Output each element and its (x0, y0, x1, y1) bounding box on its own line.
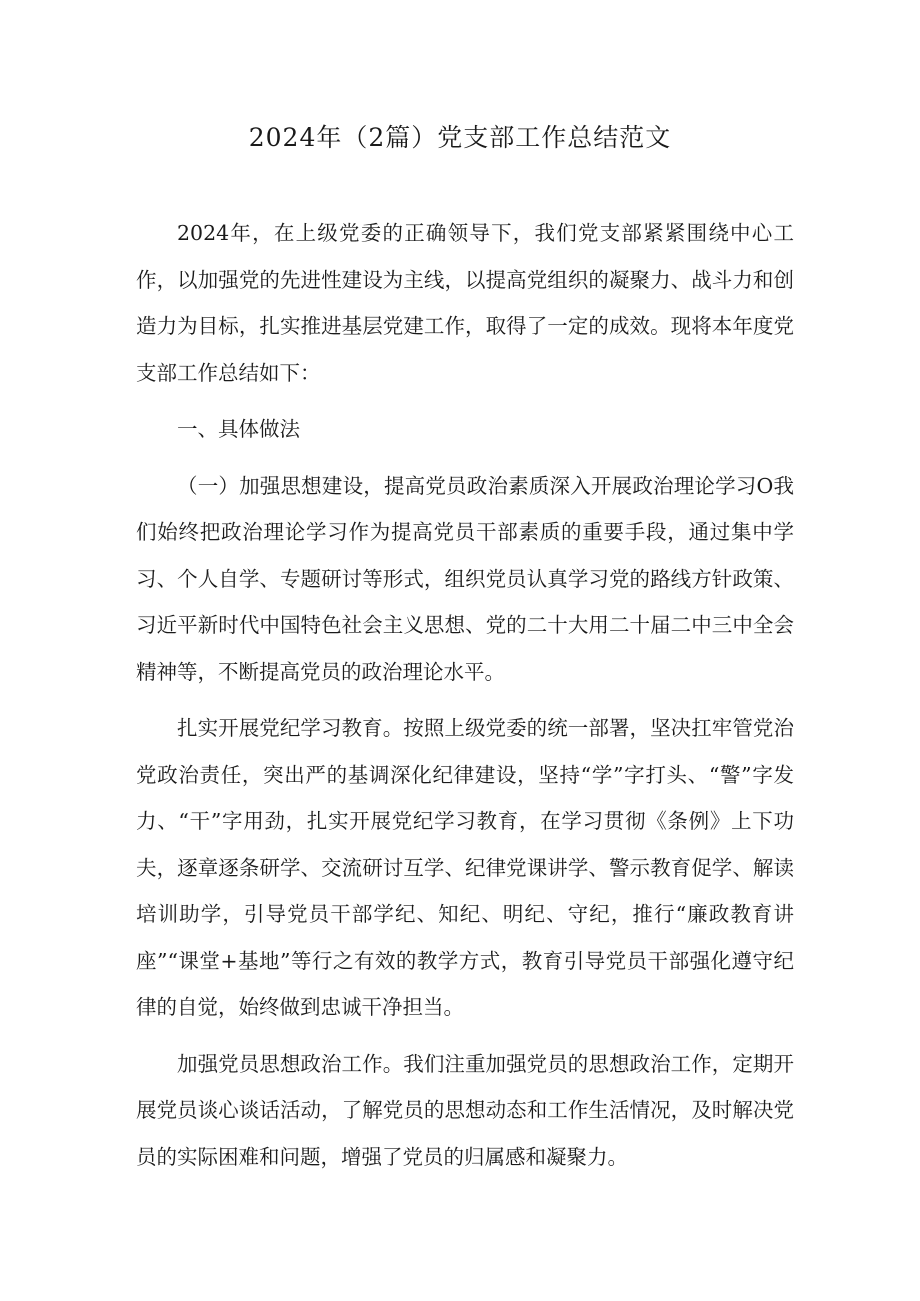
paragraph-discipline-education: 扎实开展党纪学习教育。按照上级党委的统一部署，坚决扛牢管党治党政治责任，突出严的基调深化纪律建设，坚持“学”字打头、“警”字发力、“干”字用劲，扎实开展党纪学习教育，在学习贯彻《条例》上下功夫，逐章逐条研学、交流研讨互学、纪律党课讲学、警示教育促学、解读培训助学，引导党员干部学纪、知纪、明纪、守纪，推行“廉政教育讲座”“课堂+基地”等行之有效的教学方式，教育引导党员干部强化遵守纪律的自觉，始终做到忠诚干净担当。 (136, 716, 794, 1019)
section-heading-specific-practices: 一、具体做法 (177, 417, 300, 441)
paragraph-political-work: 加强党员思想政治工作。我们注重加强党员的思想政治工作，定期开展党员谈心谈话活动，了解党员的思想动态和工作生活情况，及时解决党员的实际困难和问题，增强了党员的归属感和凝聚力。 (136, 1051, 794, 1169)
document-body (136, 210, 794, 1190)
paragraph-ideological-building: （一）加强思想建设，提高党员政治素质深入开展政治理论学习O我们始终把政治理论学习作为提高党员干部素质的重要手段，通过集中学习、个人自学、专题研讨等形式，组织党员认真学习党的路线方针政策、习近平新时代中国特色社会主义思想、党的二十大用二十届二中三中全会精神等，不断提高党员的政治理论水平。 (136, 473, 794, 684)
document-title: 2024年（2篇）党支部工作总结范文 (248, 123, 672, 152)
paragraph-intro: 2024年，在上级党委的正确领导下，我们党支部紧紧围绕中心工作，以加强党的先进性建设为主线，以提高党组织的凝聚力、战斗力和创造力为目标，扎实推进基层党建工作，取得了一定的成效。现将本年度党支部工作总结如下： (136, 221, 794, 385)
